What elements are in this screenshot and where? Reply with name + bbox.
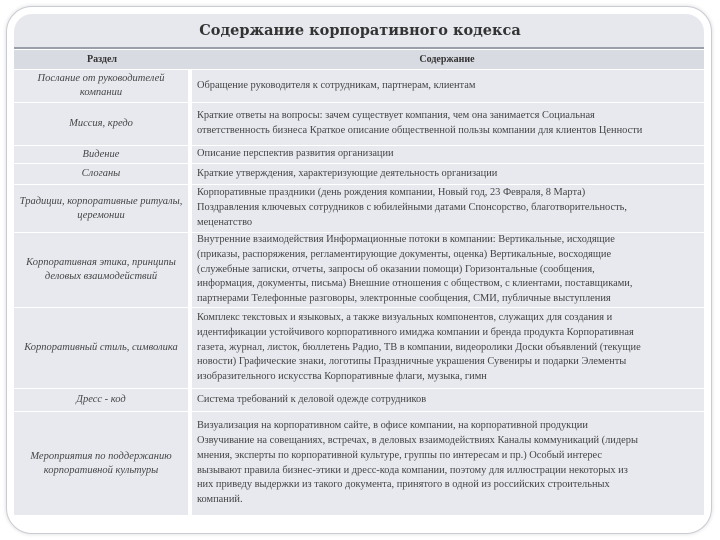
- content-cell: [190, 146, 704, 164]
- content-line: новости) Графические знаки, логотипы Праздничные украшения Сувениры и подарки Элементы: [197, 356, 627, 368]
- content-line: мнения, эксперты по корпоративной культуре, группы по интересам и пр.) Особый интерес: [197, 449, 602, 461]
- code-contents-table: [14, 50, 704, 516]
- content-line: идентификации устойчивого корпоративного имиджа компании и бренда продукта Корпоративная: [197, 326, 634, 338]
- content-line: ответственность бизнеса Краткое описание общественной пользы компании для клиентов Ценности: [197, 125, 643, 136]
- section-cell: Послание от руководителей компании: [14, 70, 190, 103]
- content-line: меценатство: [197, 216, 253, 228]
- table-header-row: [14, 50, 704, 70]
- content-line: изобразительного искусства Корпоративные флаги, музыка, гимн: [197, 371, 487, 383]
- table-row: [14, 185, 704, 233]
- content-cell: [190, 185, 704, 233]
- section-cell: Традиции, корпоративные ритуалы, церемонии: [14, 185, 190, 233]
- content-line: Озвучивание на совещаниях, встречах, в деловых взаимодействиях Каналы коммуникаций (лидеры: [197, 434, 638, 446]
- content-line: газета, журнал, листок, бюллетень Радио, ТВ в компании, видеоролики Доски объявлений (текущие: [197, 341, 641, 353]
- section-cell: Слоганы: [14, 164, 190, 185]
- content-cell: [190, 164, 704, 185]
- table-row: [14, 70, 704, 103]
- content-cell: [190, 70, 704, 103]
- table-row: [14, 146, 704, 164]
- content-cell: [190, 233, 704, 308]
- content-line: вызывают правила бизнес-этики и дресс-кода компании, поэтому для иллюстрации некоторых из: [197, 464, 628, 476]
- content-cell: [190, 308, 704, 389]
- content-cell: [190, 103, 704, 146]
- content-line: (приказы, распоряжения, регламентирующие документы, оценка) Вертикальные, восходящие: [197, 248, 612, 260]
- content-line: Поздравления ключевых сотрудников с юбилейными датами Спонсорство, благотворительность,: [197, 202, 627, 214]
- page-title: Содержание корпоративного кодекса: [199, 22, 521, 39]
- content-line: компаний.: [197, 494, 243, 506]
- section-cell: Корпоративный стиль, символика: [14, 308, 190, 389]
- section-cell: Дресс - код: [14, 389, 190, 412]
- section-column-header: Раздел: [14, 50, 190, 70]
- content-line: Краткие ответы на вопросы: зачем существует компания, чем она занимается Социальная: [197, 110, 595, 122]
- content-cell: [190, 389, 704, 412]
- content-line: информация, документы, письма) Внешние отношения с обществом, с клиентами, поставщиками,: [197, 278, 633, 290]
- table-row: [14, 412, 704, 516]
- content-line: (служебные записки, отчеты, запросы об оказании помощи) Горизонтальные (сообщения,: [197, 263, 595, 275]
- content-line: них приведу выдержки из такого документа, принятого в одной из российских строительных: [197, 479, 610, 491]
- content-line: партнерами Телефонные разговоры, электронные сообщения, СМИ, публичные выступления: [197, 293, 611, 305]
- content-line: Краткие утверждения, характеризующие деятельность организации: [197, 167, 498, 179]
- table-row: [14, 103, 704, 146]
- table-row: [14, 164, 704, 185]
- section-cell: Мероприятия по поддержанию корпоративной культуры: [14, 412, 190, 516]
- table-row: [14, 389, 704, 412]
- table-body: [14, 70, 704, 516]
- content-line: Комплекс текстовых и языковых, а также визуальных компонентов, служащих для создания и: [197, 312, 613, 323]
- content-line: Визуализация на корпоративном сайте, в офисе компании, на корпоративной продукции: [197, 420, 588, 432]
- content-line: Корпоративные праздники (день рождения компании, Новый год, 23 Февраля, 8 Марта): [197, 187, 586, 199]
- section-cell: Миссия, кредо: [14, 103, 190, 146]
- content-line: Описание перспектив развития организации: [197, 148, 394, 160]
- content-cell: [190, 412, 704, 516]
- content-line: Система требований к деловой одежде сотрудников: [197, 393, 427, 405]
- content-column-header: Содержание: [190, 50, 704, 70]
- section-cell: Видение: [14, 146, 190, 164]
- table-row: [14, 233, 704, 308]
- content-line: Внутренние взаимодействия Информационные потоки в компании: Вертикальные, исходящие: [197, 234, 615, 245]
- title-divider: [14, 47, 704, 49]
- table-row: [14, 308, 704, 389]
- content-line: Обращение руководителя к сотрудникам, партнерам, клиентам: [197, 79, 476, 91]
- section-cell: Корпоративная этика, принципы деловых взаимодействий: [14, 233, 190, 308]
